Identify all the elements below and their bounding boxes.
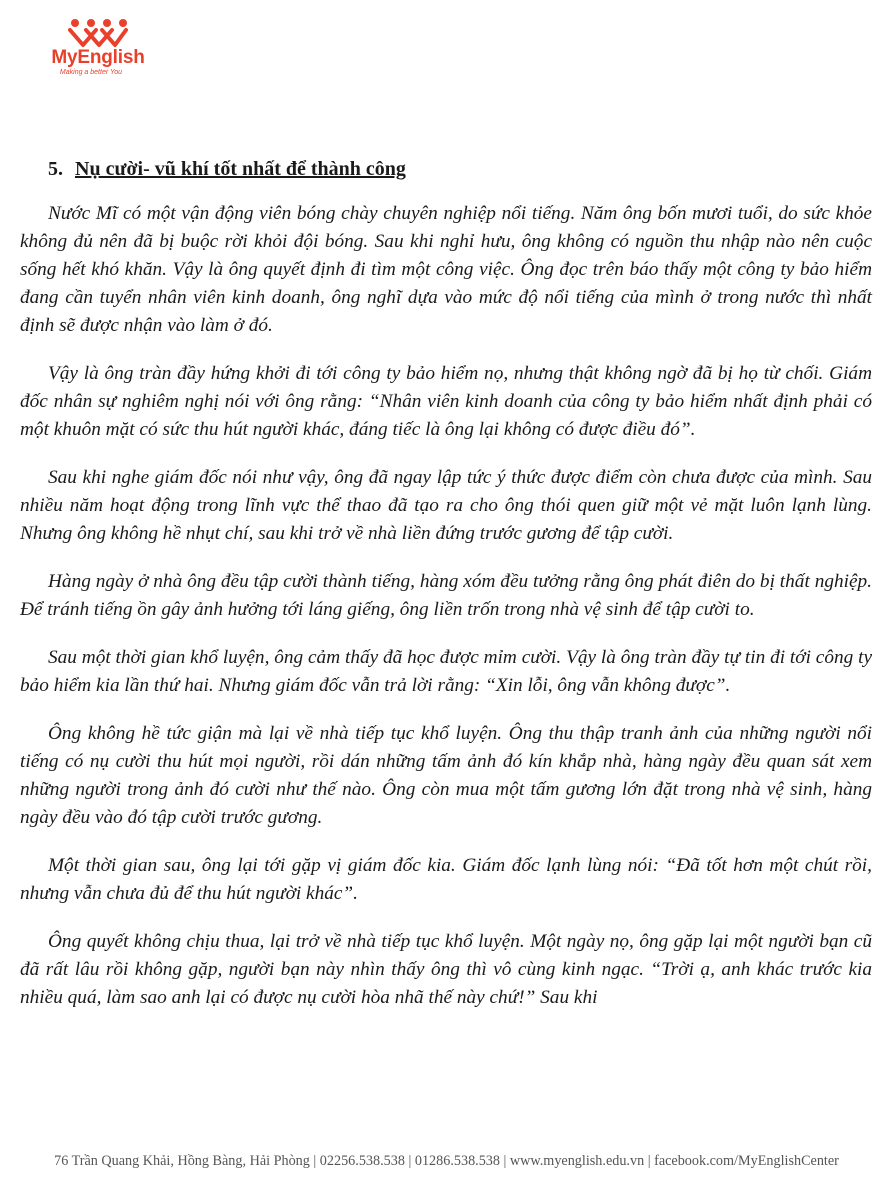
paragraph: Hàng ngày ở nhà ông đều tập cười thành tiếng, hàng xóm đều tưởng rằng ông phát điên do bị thất nghiệp. Để tránh tiếng ồn gây ảnh hưởng tới láng giếng, ông liền trốn trong nhà vệ sinh để tập cười to.	[20, 571, 872, 620]
paragraph: Sau một thời gian khổ luyện, ông cảm thấy đã học được mỉm cười. Vậy là ông tràn đầy tự tin đi tới công ty bảo hiểm kia lần thứ hai. Nhưng giám đốc vẫn trả lời rằng: “Xin lỗi, ông vẫn không được”.	[20, 647, 872, 696]
paragraph: Vậy là ông tràn đầy hứng khởi đi tới công ty bảo hiểm nọ, nhưng thật không ngờ đã bị họ từ chối. Giám đốc nhân sự nghiêm nghị nói với ông rằng: “Nhân viên kinh doanh của công ty bảo hiểm nhất định phải có một khuôn mặt có sức thu hút người khác, đáng tiếc là ông lại không có được điều đó”.	[20, 363, 872, 440]
paragraph: Nước Mĩ có một vận động viên bóng chày chuyên nghiệp nổi tiếng. Năm ông bốn mươi tuổi, do sức khỏe không đủ nên đã bị buộc rời khỏi đội bóng. Sau khi nghỉ hưu, ông không có nguồn thu nhập nào nên cuộc sống hết khó khăn. Vậy là ông quyết định đi tìm một công việc. Ông đọc trên báo thấy một công ty bảo hiểm đang cần tuyển nhân viên kinh doanh, ông nghĩ dựa vào mức độ nổi tiếng của mình ở trong nước thì nhất định sẽ được nhận vào làm ở đó.	[20, 203, 872, 336]
logo	[38, 18, 158, 77]
page-footer: 76 Trần Quang Khải, Hồng Bàng, Hải Phòng | 02256.538.538 | 01286.538.538 | www.myenglish.edu.vn | facebook.com/MyEnglishCenter	[54, 1153, 839, 1169]
paragraph: Sau khi nghe giám đốc nói như vậy, ông đã ngay lập tức ý thức được điểm còn chưa được của mình. Sau nhiều năm hoạt động trong lĩnh vực thể thao đã tạo ra cho ông thói quen giữ một vẻ mặt luôn lạnh lùng. Nhưng ông không hề nhụt chí, sau khi trở về nhà liền đứng trước gương để tập cười.	[20, 467, 872, 544]
story-body	[20, 200, 872, 1032]
paragraph: Một thời gian sau, ông lại tới gặp vị giám đốc kia. Giám đốc lạnh lùng nói: “Đã tốt hơn một chút rồi, nhưng vẫn chưa đủ để thu hút người khác”.	[20, 855, 872, 904]
section-number: 5.	[48, 158, 63, 180]
paragraph: Ông không hề tức giận mà lại về nhà tiếp tục khổ luyện. Ông thu thập tranh ảnh của những người nổi tiếng có nụ cười thu hút mọi người, rồi dán những tấm ảnh đó kín khắp nhà, hàng ngày đều quan sát xem những người trong ảnh đó cười như thế nào. Ông còn mua một tấm gương lớn đặt trong nhà vệ sinh, hàng ngày đều vào đó tập cười trước gương.	[20, 723, 872, 828]
section-title: Nụ cười- vũ khí tốt nhất để thành công	[75, 158, 406, 180]
section-heading	[48, 156, 406, 182]
logo-name: MyEnglish	[51, 47, 145, 68]
logo-tagline: Making a better You	[59, 69, 123, 76]
people-logo-icon	[68, 18, 128, 48]
paragraph: Ông quyết không chịu thua, lại trở về nhà tiếp tục khổ luyện. Một ngày nọ, ông gặp lại một người bạn cũ đã rất lâu rồi không gặp, người bạn này nhìn thấy ông thì vô cùng kinh ngạc. “Trời ạ, anh khác trước kia nhiều quá, làm sao anh lại có được nụ cười hòa nhã thế này chứ!” Sau khi	[20, 931, 872, 1008]
